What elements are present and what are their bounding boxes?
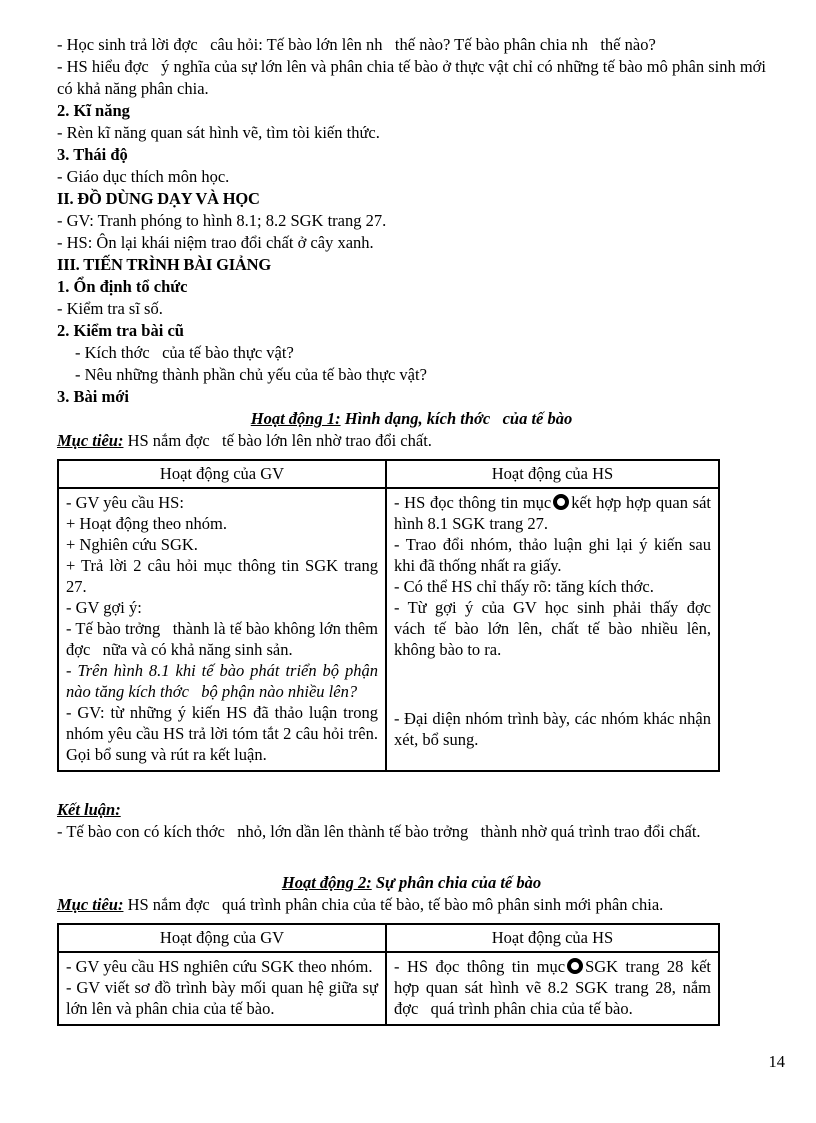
subsection-heading-oldlesson: 2. Kiểm tra bài cũ xyxy=(57,321,184,340)
table-body-row xyxy=(58,952,719,1025)
hs-activity-cell xyxy=(386,952,719,1025)
stabilize-line: - Kiểm tra sĩ số. xyxy=(57,299,163,318)
table-body-row xyxy=(58,488,719,771)
attitude-line: - Giáo dục thích môn học. xyxy=(57,167,230,186)
objective-line: - Học sinh trả lời đợc câu hỏi: Tế bào lớn lên nh thế nào? Tế bào phân chia nh thế nào? xyxy=(57,35,656,54)
table-cell-line: + Trả lời 2 câu hỏi mục thông tin SGK trang 27. xyxy=(66,556,383,596)
table-cell-line: - Có thể HS chỉ thấy rõ: tăng kích thớc. xyxy=(394,577,654,596)
cell-text: kết hợp hợp quan sát hình 8.1 SGK trang 27. xyxy=(394,493,716,533)
table-header-row xyxy=(58,924,719,952)
activity1-goal-label: Mục tiêu: xyxy=(57,431,124,450)
oldlesson-question: - Kích thớc của tế bào thực vật? xyxy=(75,343,294,362)
conclusion-text: - Tế bào con có kích thớc nhỏ, lớn dần lên thành tế bào trởng thành nhờ quá trình trao đổi chất. xyxy=(57,822,701,841)
materials-gv-line: - GV: Tranh phóng to hình 8.1; 8.2 SGK trang 27. xyxy=(57,211,387,230)
sgk-info-icon xyxy=(553,494,569,510)
activity2-title-text: Sự phân chia của tế bào xyxy=(371,873,542,892)
table-cell-line: - Đại diện nhóm trình bày, các nhóm khác nhận xét, bổ sung. xyxy=(394,709,716,749)
cell-text: SGK trang 28 kết hợp quan sát hình vẽ 8.2 SGK trang 28, nắm đợc quá trình phân chia của tế bào. xyxy=(394,957,716,1018)
activity2-goal-label: Mục tiêu: xyxy=(57,895,124,914)
table-cell-line: + Nghiên cứu SGK. xyxy=(66,535,198,554)
activity2-goal xyxy=(57,894,766,916)
activity1-title-text: Hình dạng, kích thớc của tế bào xyxy=(340,409,573,428)
activity1-table xyxy=(57,459,724,772)
section-heading-skills: 2. Kĩ năng xyxy=(57,101,130,120)
skills-line: - Rèn kĩ năng quan sát hình vẽ, tìm tòi kiến thức. xyxy=(57,123,380,142)
subsection-heading-newlesson: 3. Bài mới xyxy=(57,387,129,406)
table-cell-line: - GV yêu cầu HS nghiên cứu SGK theo nhóm. xyxy=(66,957,373,976)
activity1-title xyxy=(57,408,766,430)
oldlesson-question: - Nêu những thành phần chủ yếu của tế bào thực vật? xyxy=(75,365,427,384)
table-cell-line: - Từ gợi ý của GV học sinh phải thấy đợc vách tế bào lớn lên, chất tế bào nhiều lên, không bào to ra. xyxy=(394,598,724,659)
table-cell-line: - GV: từ những ý kiến HS đã thảo luận trong nhóm yêu cầu HS trả lời tóm tắt 2 câu hỏi trên. Gọi bổ sung và rút ra kết luận. xyxy=(66,703,383,764)
table-cell-line: - GV viết sơ đồ trình bày mối quan hệ giữa sự lớn lên và phân chia của tế bào. xyxy=(66,978,383,1018)
activity2-goal-text: HS nắm đợc quá trình phân chia của tế bào, tế bào mô phân sinh mới phân chia. xyxy=(123,895,664,914)
objective-line: - HS hiểu đợc ý nghĩa của sự lớn lên và phân chia tế bào ở thực vật chỉ có những tế bào mô phân sinh mới có khả năng phân chia. xyxy=(57,57,771,98)
table-cell-line: - GV gợi ý: xyxy=(66,598,142,617)
table-header-row xyxy=(58,460,719,488)
cell-text: - HS đọc thông tin mục xyxy=(394,493,552,512)
section-heading-materials: II. ĐỒ DÙNG DẠY VÀ HỌC xyxy=(57,189,260,208)
page-number: 14 xyxy=(768,1052,785,1071)
activity2-table xyxy=(57,923,720,1026)
column-header-hs: Hoạt động của HS xyxy=(386,460,719,488)
table-cell-line xyxy=(394,956,716,1019)
cell-text: - HS đọc thông tin mục xyxy=(394,957,566,976)
section-heading-process: III. TIẾN TRÌNH BÀI GIẢNG xyxy=(57,255,271,274)
hs-activity-cell xyxy=(386,488,724,771)
table-cell-line: - Tế bào trởng thành là tế bào không lớn thêm đợc nữa và có khả năng sinh sản. xyxy=(66,619,383,659)
table-cell-line-question: - Trên hình 8.1 khi tế bào phát triển bộ phận nào tăng kích thớc bộ phận nào nhiều lên? xyxy=(66,661,383,701)
table-cell-line: + Hoạt động theo nhóm. xyxy=(66,514,227,533)
sgk-info-icon xyxy=(567,958,583,974)
activity1-goal-text: HS nắm đợc tế bào lớn lên nhờ trao đổi chất. xyxy=(123,431,432,450)
activity2-title-label: Hoạt động 2: xyxy=(281,873,372,892)
section-heading-attitude: 3. Thái độ xyxy=(57,145,128,164)
materials-hs-line: - HS: Ôn lại khái niệm trao đổi chất ở cây xanh. xyxy=(57,233,374,252)
column-header-gv: Hoạt động của GV xyxy=(58,460,386,488)
subsection-heading-stabilize: 1. Ổn định tổ chức xyxy=(57,277,188,296)
column-header-hs: Hoạt động của HS xyxy=(386,924,719,952)
activity1-title-label: Hoạt động 1: xyxy=(250,409,341,428)
activity1-goal xyxy=(57,430,766,452)
column-header-gv: Hoạt động của GV xyxy=(58,924,386,952)
activity2-title xyxy=(57,872,766,894)
table-cell-line: - Trao đổi nhóm, thảo luận ghi lại ý kiến sau khi đã thống nhất ra giấy. xyxy=(394,535,716,575)
gv-activity-cell xyxy=(58,952,386,1025)
table-cell-line: - GV yêu cầu HS: xyxy=(66,493,184,512)
table-cell-line xyxy=(394,492,716,534)
conclusion-label: Kết luận: xyxy=(57,800,121,819)
gv-activity-cell xyxy=(58,488,386,771)
